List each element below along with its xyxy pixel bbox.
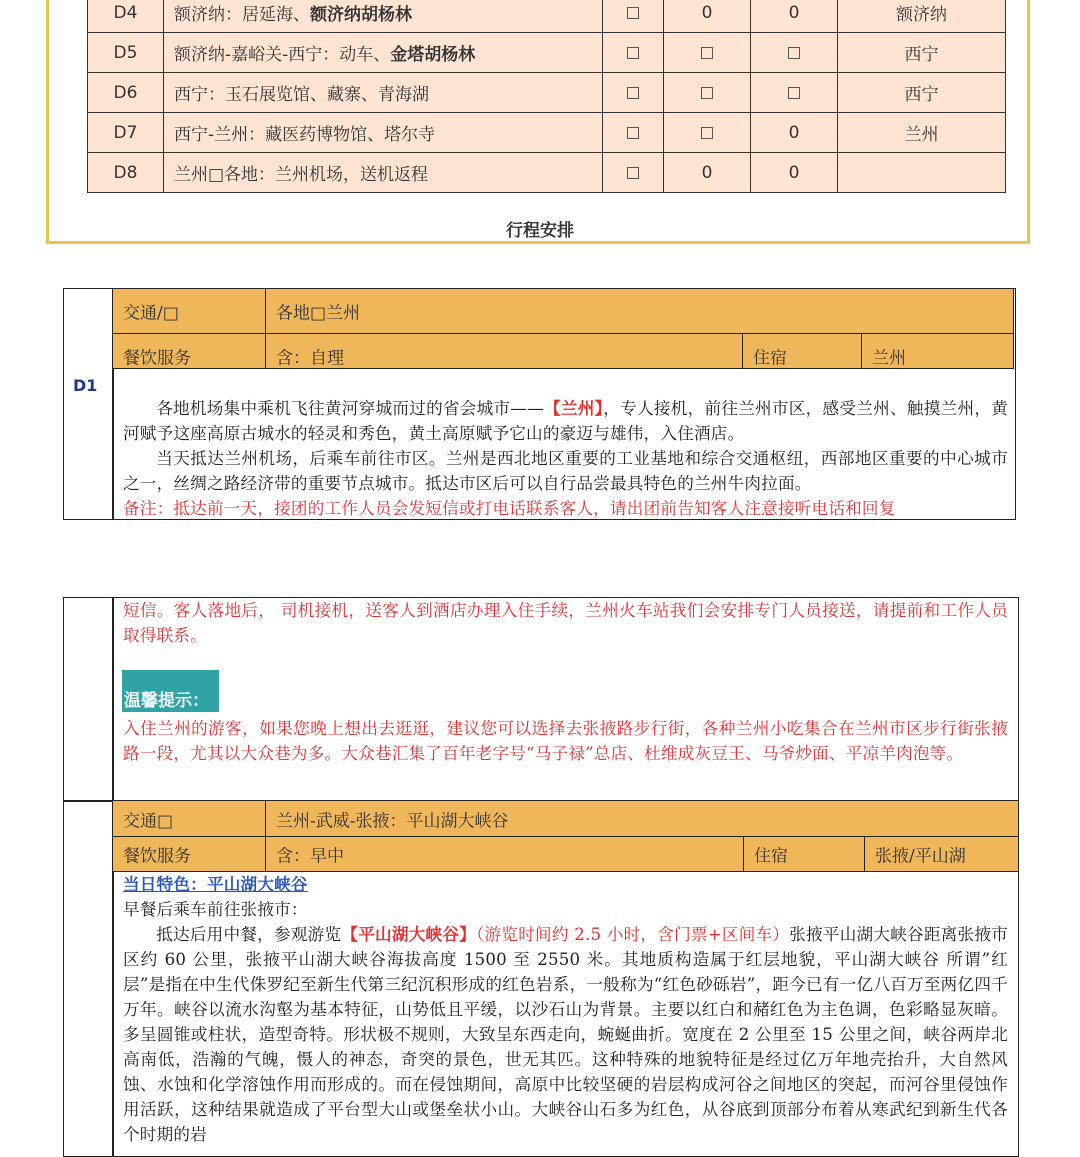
meal-label: 餐饮服务: [123, 846, 191, 867]
meal-cell: [664, 73, 751, 113]
transport-value-cell: [265, 288, 1014, 334]
meal-cell: [603, 113, 664, 153]
itinerary-row: [88, 153, 1006, 193]
checkbox-icon: [788, 47, 800, 59]
hotel-cell: 西宁: [838, 33, 1006, 73]
meal-cell: [603, 153, 664, 193]
transport-label: 交通□: [123, 811, 174, 831]
hotel-cell: 西宁: [838, 73, 1006, 113]
hotel-cell: 额济纳: [838, 0, 1006, 33]
route-cell: 西宁-兰州：藏医药博物馆、塔尔寺: [164, 113, 603, 153]
meal-row: [112, 333, 266, 369]
stay-label: 住宿: [754, 846, 788, 867]
checkbox-icon: [701, 47, 713, 59]
meal-cell: 0: [751, 0, 838, 33]
day-cell: D7: [88, 113, 164, 153]
meal-cell: [603, 0, 664, 33]
route-cell: 西宁：玉石展览馆、藏寨、青海湖: [164, 73, 603, 113]
stay-label-cell: [742, 333, 862, 369]
itinerary-row: [88, 0, 1006, 33]
itinerary-caption: 行程安排: [506, 221, 574, 241]
tip-title: 温馨提示：: [124, 691, 209, 711]
day-cell: D4: [88, 0, 164, 33]
note-continuation: 短信。客人落地后， 司机接机，送客人到酒店办理入住手续，兰州火车站我们会安排专门人员接送，请提前和工作人员取得联系。: [123, 601, 1008, 645]
transport-value: 各地□兰州: [276, 303, 361, 324]
route-cell: 额济纳-嘉峪关-西宁：动车、金塔胡杨林: [164, 33, 603, 73]
feature-link[interactable]: 当日特色：平山湖大峡谷: [123, 874, 308, 894]
transport-value: 兰州-武威-张掖：平山湖大峡谷: [276, 811, 509, 831]
day-cell: D8: [88, 153, 164, 193]
transport-row: [112, 800, 266, 837]
checkbox-icon: [627, 87, 639, 99]
itinerary-table: [87, 0, 1006, 193]
tip-text: 入住兰州的游客，如果您晚上想出去逛逛，建议您可以选择去张掖路步行街，各种兰州小吃集合在兰州市区步行街张掖路一段，尤其以大众巷为多。大众巷汇集了百年老字号“马子禄”总店、杜维成灰豆王、马爷炒面、平凉羊肉泡等。: [123, 719, 1008, 763]
transport-value-cell: [265, 800, 1019, 837]
meal-value-cell: [265, 836, 744, 872]
checkbox-icon: [627, 167, 639, 179]
visit-duration: （游览时间约 2.5 小时，含门票+区间车）: [476, 925, 790, 944]
meal-cell: 0: [751, 113, 838, 153]
day2-description: [123, 872, 1008, 1147]
transport-row: [112, 288, 266, 334]
row-separator: [63, 800, 113, 802]
meal-cell: [603, 33, 664, 73]
meal-cell: [603, 73, 664, 113]
note-text: 备注：抵达前一天，接团的工作人员会发短信或打电话联系客人，请出团前告知客人注意接听电话和回复: [123, 499, 896, 518]
checkbox-icon: [627, 127, 639, 139]
day-cell: D6: [88, 73, 164, 113]
meal-value: 含：早中: [276, 846, 344, 867]
itinerary-row: [88, 113, 1006, 153]
stay-value: 张掖/平山湖: [875, 846, 966, 867]
stay-value: 兰州: [872, 348, 906, 369]
hotel-cell: [838, 153, 1006, 193]
route-cell: 兰州□各地：兰州机场，送机返程: [164, 153, 603, 193]
day-label: D1: [73, 376, 98, 395]
tip-badge: [122, 670, 219, 712]
route-highlight: 金塔胡杨林: [390, 45, 476, 65]
meal-cell: 0: [664, 0, 751, 33]
stay-value-cell: [864, 836, 1019, 872]
meal-row: [112, 836, 266, 872]
meal-cell: [664, 113, 751, 153]
transport-label: 交通/□: [123, 303, 179, 324]
itinerary-row: [88, 73, 1006, 113]
day-cell: D5: [88, 33, 164, 73]
route-highlight: 额济纳胡杨林: [310, 5, 412, 25]
paragraph: 当天抵达兰州机场，后乘车前往市区。兰州是西北地区重要的工业基地和综合交通枢纽，西部地区重要的中心城市之一，丝绸之路经济带的重要节点城市。抵达市区后可以自行品尝最具特色的兰州牛肉拉面。: [123, 449, 1008, 493]
checkbox-icon: [701, 87, 713, 99]
paragraph: 各地机场集中乘机飞往黄河穿城而过的省会城市——【兰州】，专人接机，前往兰州市区，感受兰州、触摸兰州，黄河赋予这座高原古城水的轻灵和秀色，黄土高原赋予它山的豪迈与雄伟，入住酒店。: [123, 398, 1008, 443]
meal-cell: [751, 33, 838, 73]
itinerary-row: [88, 33, 1006, 73]
meal-cell: 0: [664, 153, 751, 193]
meal-cell: [751, 73, 838, 113]
stay-label-cell: [743, 836, 865, 872]
meal-cell: [664, 33, 751, 73]
highlight-destination: 【兰州】: [544, 398, 604, 418]
checkbox-icon: [701, 127, 713, 139]
route-cell: 额济纳：居延海、额济纳胡杨林: [164, 0, 603, 33]
paragraph: 早餐后乘车前往张掖市：: [123, 900, 308, 919]
checkbox-icon: [627, 7, 639, 19]
stay-label: 住宿: [753, 348, 787, 369]
paragraph: 抵达后用中餐，参观游览【平山湖大峡谷】（游览时间约 2.5 小时，含门票+区间车）张掖平山湖大峡谷距离张掖市区约 60 公里，张掖平山湖大峡谷海拔高度 1500 至 2550 米。其地质构造属于红层地貌，平山湖大峡谷 所谓”红层”是指在中生代侏罗纪至新生代第三纪沉积形成的红色岩系，一般称为“红色砂砾岩”，距今已有一亿八百万至两亿四千万年。峡谷以流水沟壑为基本特征，山势低且平缓，以沙石山为背景。主要以红白和赭红色为主色调，色彩略显灰暗。多呈圆锥或柱状，造型奇特。形状极不规则，大致呈东西走向，蜿蜒曲折。宽度在 2 公里至 15 公里之间，峡谷两岸北高南低，浩瀚的气魄，慑人的神态，奇突的景色，世无其匹。这种特殊的地貌特征是经过亿万年地壳抬升，大自然风蚀、水蚀和化学溶蚀作用而形成的。而在侵蚀期间，高原中比较坚硬的岩层构成河谷之间地区的突起，而河谷里侵蚀作用活跃，这种结果就造成了平台型大山或堡垒状小山。大峡谷山石多为红色，从谷底到顶部分布着从寒武纪到新生代各个时期的岩: [123, 924, 1009, 1144]
tip-body: [123, 716, 1008, 766]
continuation-divider: [112, 597, 114, 1157]
meal-value: 含：自理: [276, 348, 344, 369]
stay-value-cell: [861, 333, 1014, 369]
meal-label: 餐饮服务: [123, 348, 191, 369]
meal-value-cell: [265, 333, 743, 369]
highlight-attraction: 【平山湖大峡谷】: [341, 924, 477, 944]
checkbox-icon: [788, 87, 800, 99]
checkbox-icon: [627, 47, 639, 59]
day1-description: [123, 396, 1008, 521]
hotel-cell: 兰州: [838, 113, 1006, 153]
continuation-text: [123, 598, 1008, 648]
meal-cell: 0: [751, 153, 838, 193]
